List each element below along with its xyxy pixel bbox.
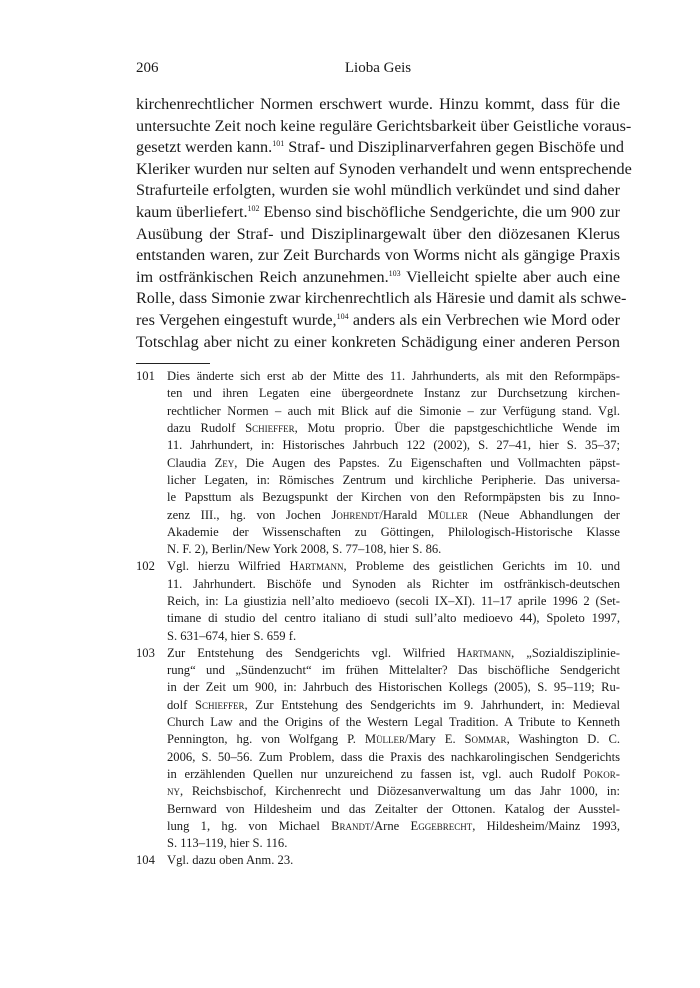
footnote-ref[interactable]: 101 (272, 139, 285, 149)
footnote-line: in der Zeit um 900, in: Jahrbuch des Historischen Kollegs (2005), S. 95–119; Ru- (167, 680, 620, 695)
body-line: kirchenrechtlicher Normen erschwert wurde. Hinzu kommt, dass für die (136, 95, 620, 113)
footnote-line: Zur Entstehung des Sendgerichts vgl. Wilfried Hartmann, „Sozialdisziplinie- (167, 645, 620, 660)
body-line: Kleriker wurden nur selten auf Synoden verhandelt und wenn entsprechende (136, 159, 632, 178)
footnote-line: lung 1, hg. von Michael Brandt/Arne Eggebrecht, Hildesheim/Mainz 1993, (167, 818, 620, 833)
body-line: Totschlag aber nicht zu einer konkreten Schädigung einer anderen Person (136, 332, 620, 351)
footnote-ref[interactable]: 102 (247, 203, 260, 213)
body-line: res Vergehen eingestuft wurde,$^{104}$ anders als ein Verbrechen wie Mord oder (136, 310, 621, 329)
footnotes (136, 368, 620, 870)
body-line: Rolle, dass Simonie zwar kirchenrechtlich als Häresie und damit als schwe- (136, 289, 627, 308)
footnote-line: Dies änderte sich erst ab der Mitte des 11. Jahrhunderts, als mit den Reformpäps- (167, 369, 620, 384)
page-number: 206 (136, 60, 159, 76)
footnote-line: le Papsttum als Bezugspunkt der Kirchen von den Reformpäpsten bis zu Inno- (167, 490, 620, 505)
footnote-line: Claudia Zey, Die Augen des Papstes. Zu Eigenschaften und Vollmachten päpst- (167, 455, 620, 470)
body-line: im ostfränkischen Reich anzunehmen.$^{103}$ Vielleicht spielte aber auch eine (136, 267, 621, 286)
body-line: Ausübung der Straf- und Disziplinargewalt über den diözesanen Klerus (136, 224, 620, 243)
footnote-line: S. 113–119, hier S. 116. (167, 836, 288, 851)
footnote-number: 101 (136, 369, 155, 384)
footnote (136, 368, 620, 558)
footnote-line: ten und ihren Legaten eine übergeordnete Instanz zur Durchsetzung kirchen- (167, 386, 620, 401)
footnote-ref[interactable]: 103 (388, 268, 401, 278)
footnote-line: Vgl. hierzu Wilfried Hartmann, Probleme des geistlichen Gerichts im 10. und (167, 559, 620, 574)
body-line: kaum überliefert.$^{102}$ Ebenso sind bischöfliche Sendgerichte, die um 900 zur (136, 202, 620, 221)
footnote (136, 645, 620, 853)
footnote-line: Bernward von Hildesheim und das Zeitalter der Ottonen. Katalog der Ausstel- (167, 801, 620, 816)
footnote-line: Church Law and the Origins of the Western Legal Tradition. A Tribute to Kenneth (167, 715, 620, 730)
running-head: Lioba Geis (344, 60, 412, 76)
footnote-line: zenz III., hg. von Jochen Johrendt/Harald Müller (Neue Abhandlungen der (167, 507, 621, 522)
footnote-number: 102 (136, 559, 155, 574)
footnote-line: dazu Rudolf Schieffer, Motu proprio. Über die papstgeschichtliche Wende im (167, 421, 620, 436)
footnote (136, 558, 620, 644)
footnote-line: Reich, in: La giustizia nell’alto medioevo (secoli IX–XI). 11–17 aprile 1996 2 (Set- (167, 593, 620, 608)
page (136, 60, 632, 870)
footnote-line: licher Legaten, in: Römisches Zentrum und kirchliche Peripherie. Das universa- (167, 472, 620, 487)
footnote-line: in erzählenden Quellen nur unzureichend zu fassen ist, vgl. auch Rudolf Pokor- (167, 766, 620, 781)
footnote (136, 852, 620, 869)
footnote-line: timane di studio del centro italiano di studi sull’alto medioevo 44), Spoleto 1997, (167, 611, 620, 626)
body-line: entstanden waren, zur Zeit Burchards von Worms nicht als gängige Praxis (136, 246, 620, 265)
footnote-number: 103 (136, 645, 155, 660)
body-line: Strafurteile erfolgten, wurden sie wohl mündlich verkündet und sind daher (136, 181, 620, 200)
footnote-line: N. F. 2), Berlin/New York 2008, S. 77–108, hier S. 86. (167, 542, 442, 557)
footnote-line: dolf Schieffer, Zur Entstehung des Sendgerichts im 9. Jahrhundert, in: Medieval (167, 697, 621, 712)
footnote-line: S. 631–674, hier S. 659 f. (167, 628, 297, 643)
footnote-line: Vgl. dazu oben Anm. 23. (167, 853, 294, 868)
page-header (136, 60, 620, 90)
footnote-line: Pennington, hg. von Wolfgang P. Müller/Mary E. Sommar, Washington D. C. (167, 732, 620, 747)
footnote-number: 104 (136, 853, 155, 868)
body-line: untersuchte Zeit noch keine reguläre Gerichtsbarkeit über Geistliche voraus- (136, 116, 632, 135)
footnote-line: rung“ und „Sündenzucht“ im frühen Mittelalter? Das bischöfliche Sendgericht (167, 663, 620, 678)
body-line: gesetzt werden kann.$^{101}$ Straf- und Disziplinarverfahren gegen Bischöfe und (136, 138, 625, 157)
footnote-line: Akademie der Wissenschaften zu Göttingen, Philologisch-Historische Klasse (167, 524, 620, 539)
footnote-line: ny, Reichsbischof, Kirchenrecht und Diözesanverwaltung um das Jahr 1000, in: (167, 784, 620, 799)
body-text (136, 94, 632, 353)
footnote-ref[interactable]: 104 (336, 311, 349, 321)
footnote-line: 11. Jahrhundert, in: Historisches Jahrbuch 122 (2002), S. 27–41, hier S. 35–37; (167, 438, 620, 453)
footnote-line: rechtlicher Normen – auch mit Blick auf die Simonie – zur Verfügung stand. Vgl. (167, 403, 620, 418)
footnote-line: 11. Jahrhundert. Bischöfe und Synoden als Richter im ostfränkisch-deutschen (167, 576, 620, 591)
footnote-line: 2006, S. 50–56. Zum Problem, dass die Praxis des nachkarolingischen Sendgerichts (167, 749, 620, 764)
footnote-rule (136, 363, 210, 364)
